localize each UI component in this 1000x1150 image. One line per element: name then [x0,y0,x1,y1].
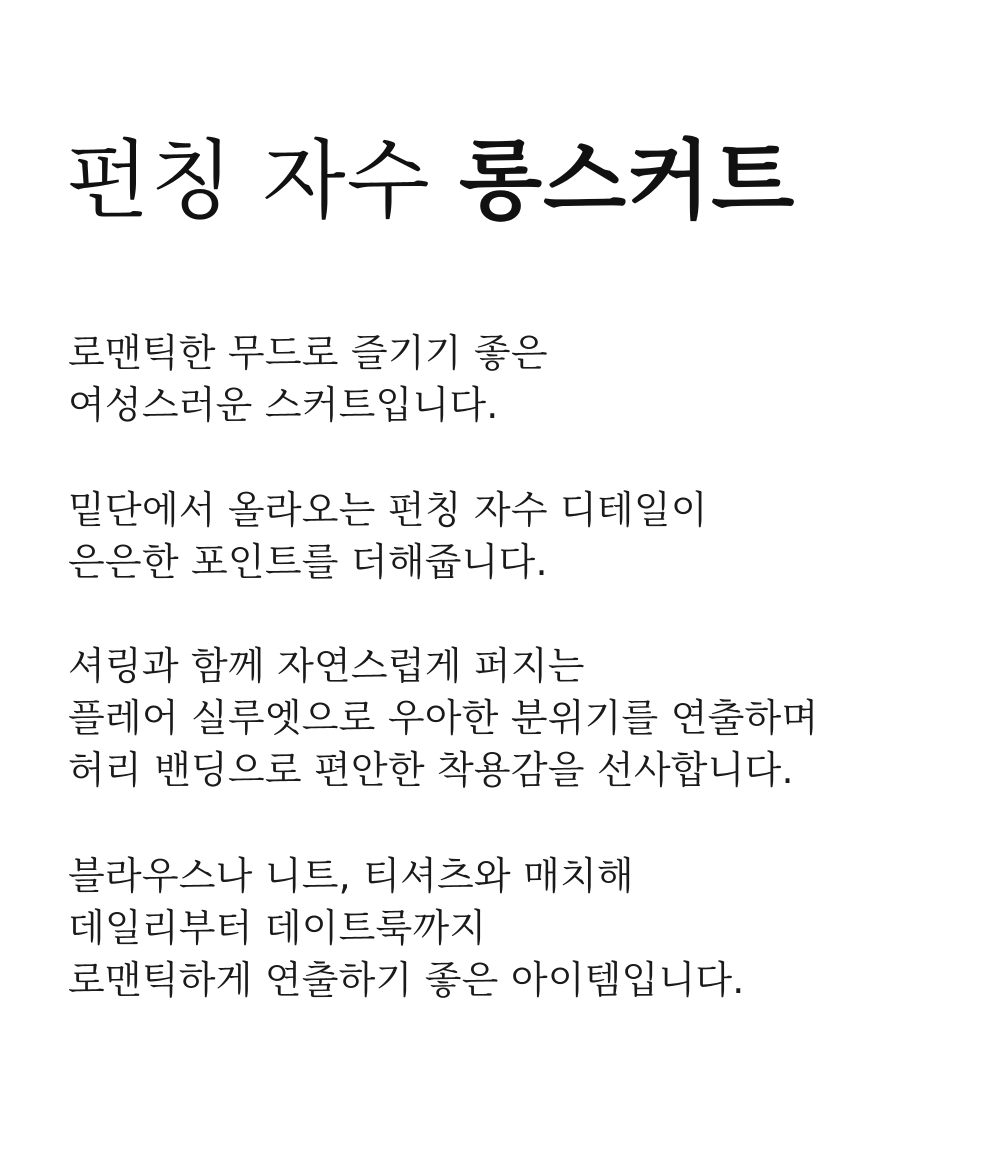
text-line: 은은한 포인트를 더해줍니다. [68,540,548,584]
description-paragraph-detail [68,484,968,588]
text-line: 블라우스나 니트, 티셔츠와 매치해 [68,854,634,898]
text-line: 밑단에서 올라오는 펀칭 자수 디테일이 [68,488,708,532]
text-line: 허리 밴딩으로 편안한 착용감을 선사합니다. [68,748,794,792]
title-light-part: 펀칭 자수 [66,131,459,231]
title-bold-part: 롱스커트 [458,130,796,231]
page-title [66,130,796,231]
description-paragraph-styling [68,850,968,1006]
text-line: 데일리부터 데이트룩까지 [68,906,487,950]
description-paragraph-silhouette [68,640,968,796]
text-line: 로맨틱한 무드로 즐기기 좋은 [68,331,548,375]
text-line: 셔링과 함께 자연스럽게 퍼지는 [68,644,585,688]
text-line: 플레어 실루엣으로 우아한 분위기를 연출하며 [68,696,819,740]
text-line: 로맨틱하게 연출하기 좋은 아이템입니다. [68,958,745,1002]
text-line: 여성스러운 스커트입니다. [68,383,499,427]
description-paragraph-intro [68,327,968,431]
